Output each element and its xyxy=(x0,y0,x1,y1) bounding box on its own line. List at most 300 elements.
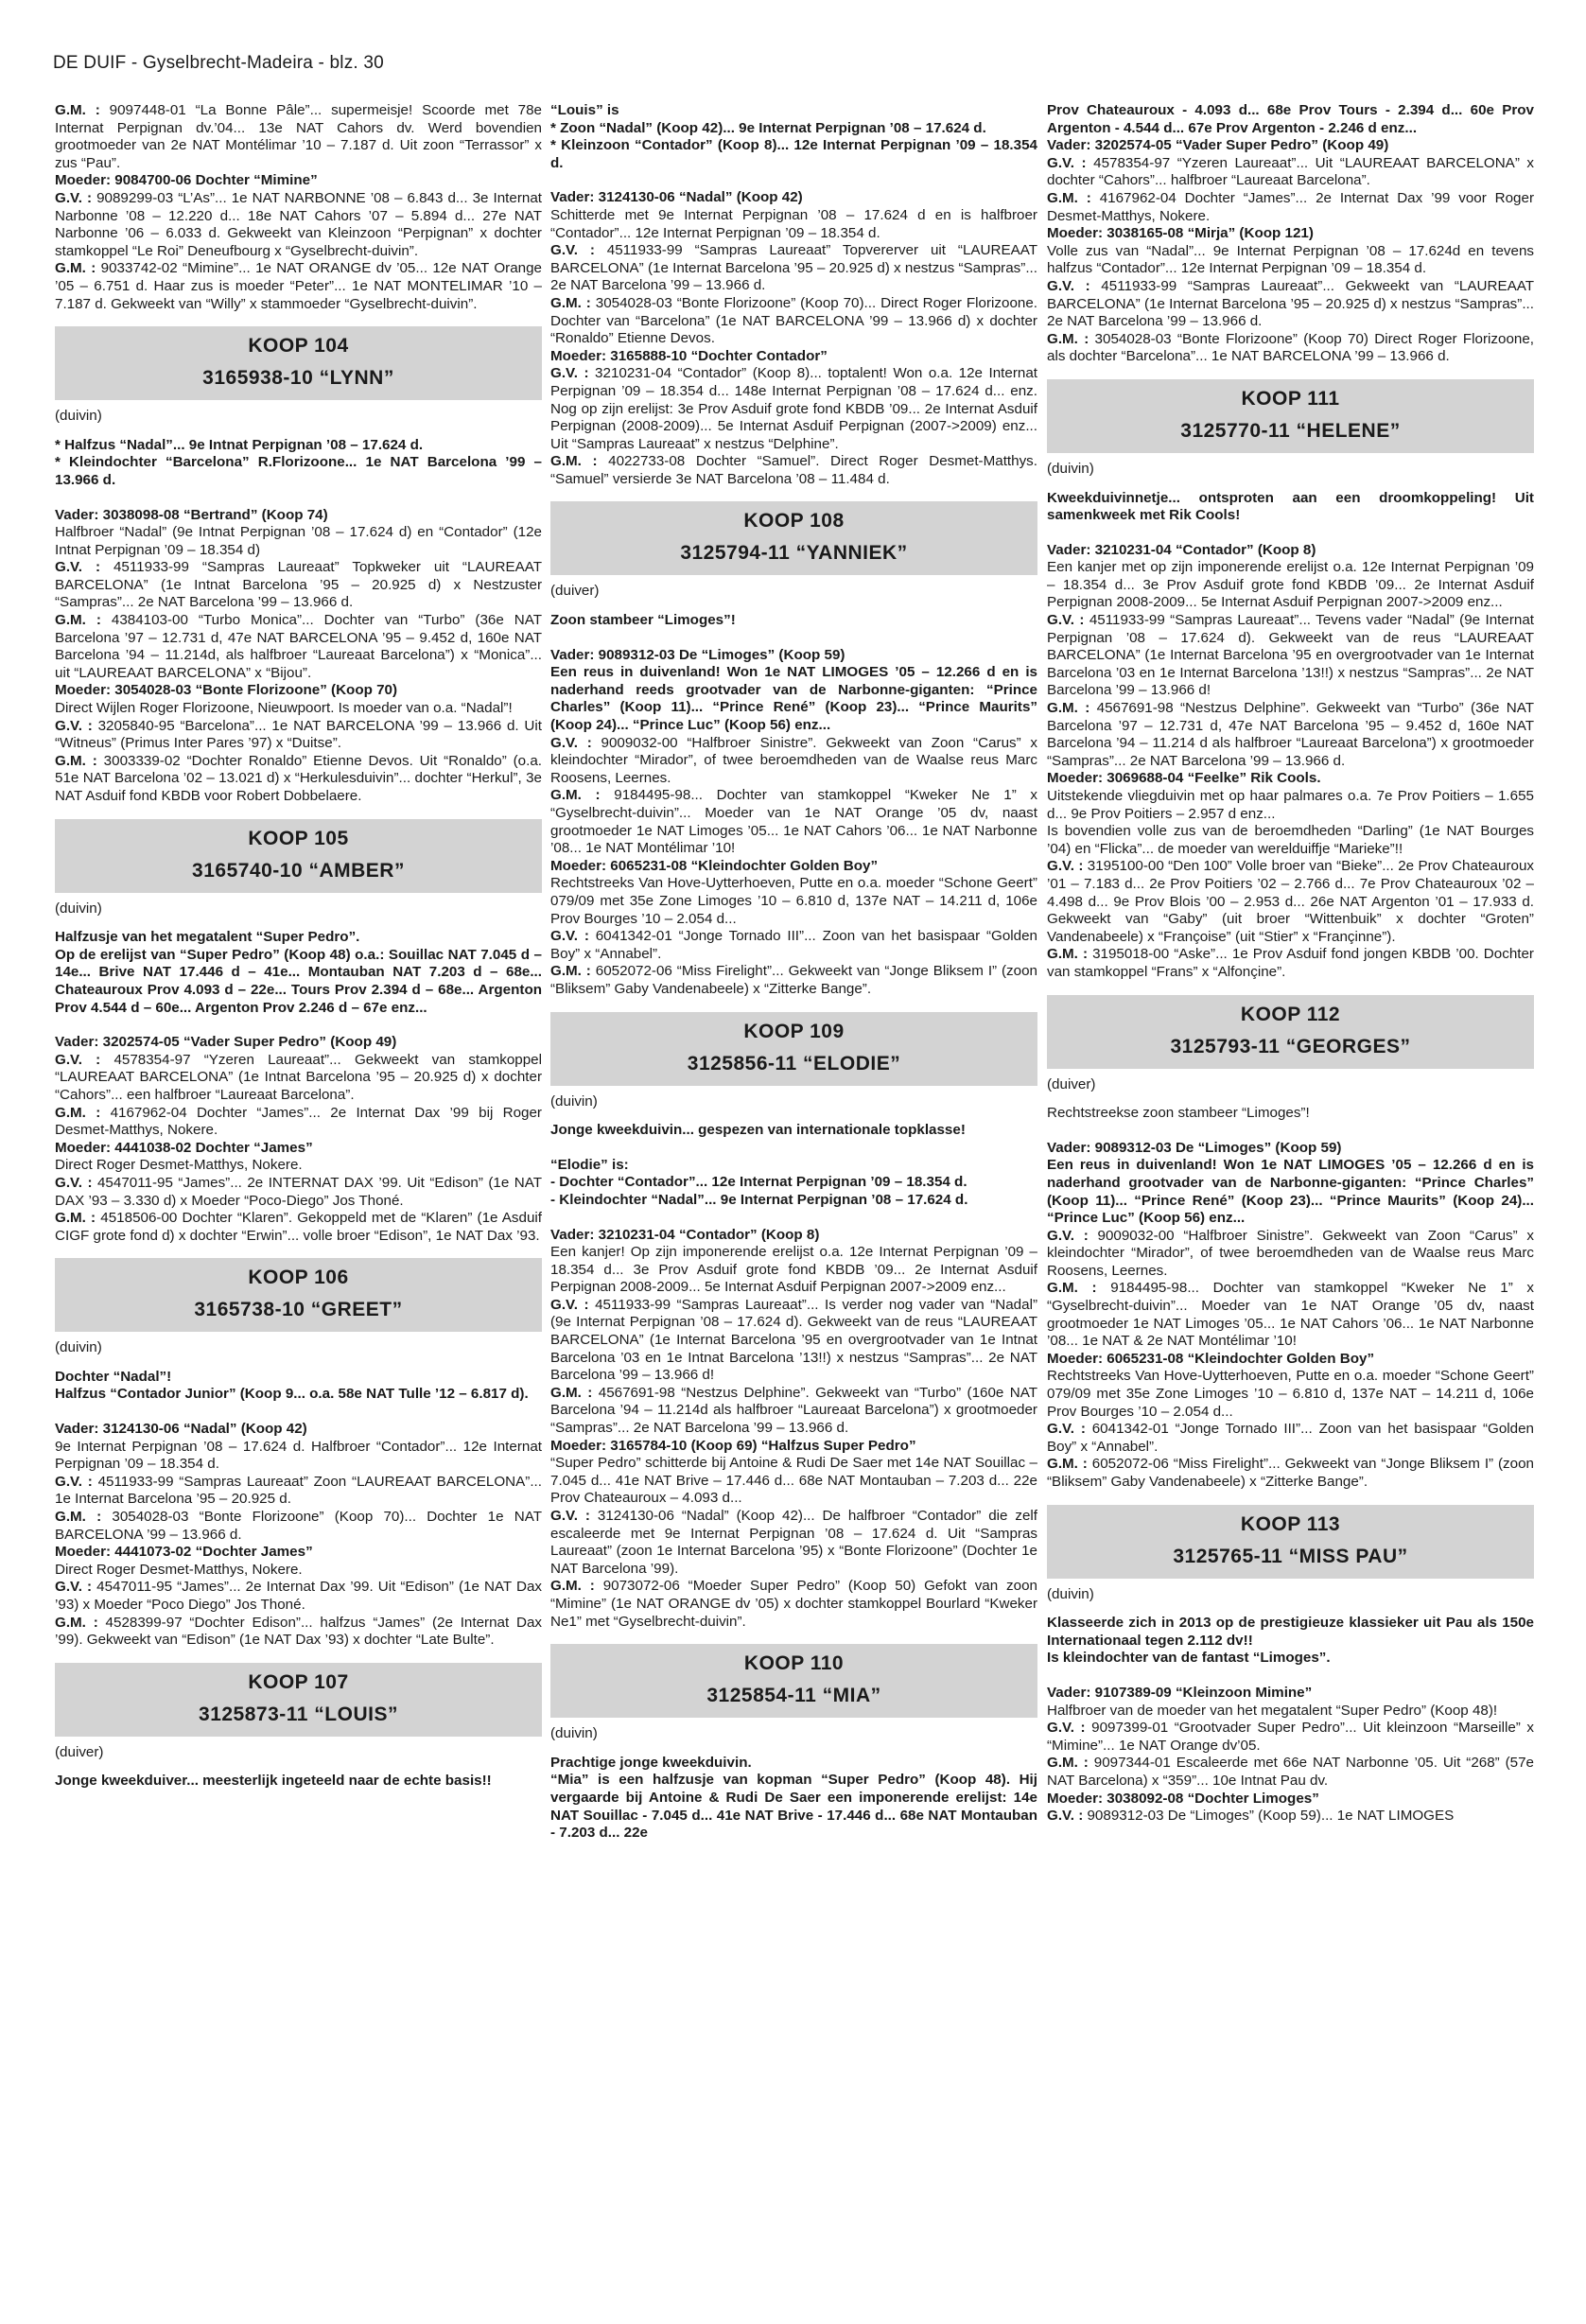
paragraph xyxy=(55,1421,542,1439)
paragraph xyxy=(550,858,1037,876)
bold-text: Moeder: 3038092-08 “Dochter Limoges” xyxy=(1047,1790,1319,1807)
text: 3054028-03 “Bonte Florizoone” (Koop 70)... Dochter 1e NAT BARCELONA ’99 – 13.966 d. xyxy=(55,1509,542,1543)
text: 4567691-98 “Nestzus Delphine”. Gekweekt van “Turbo” (160e NAT Barcelona ’94 – 11.214d als halfbroer “Laureaat Barcelona”) x grootmoeder “Sampras”... 2e NAT Barcelona ’99 – 13.966 d. xyxy=(550,1384,1038,1437)
lot-heading xyxy=(1047,1505,1534,1579)
bold-text: G.V. : xyxy=(1047,154,1087,171)
paragraph xyxy=(1047,243,1534,278)
spacer xyxy=(55,1017,542,1034)
text: 3003339-02 “Dochter Ronaldo” Etienne Devos. Uit “Ronaldo” (o.a. 51e NAT Barcelona ’02 – 13.021 d) x “Herkulesduivin”... dochter “Herkul”, 3e NAT Asduif fond KBDB voor Robert Dobbelaere. xyxy=(55,752,543,804)
bold-text: “Louis” is xyxy=(550,102,619,118)
bold-text: G.M. : xyxy=(55,1509,102,1526)
bold-text: Een reus in duivenland! Won 1e NAT LIMOGES ’05 – 12.266 d en is naderhand reeds grootvader van de Narbonne-giganten: “Prince Charles” (Koop 11)... “Prince René” (Koop 23)... “Prince Maurits” (Koop 24)... “Prince Luc” (Koop 56) enz... xyxy=(550,664,1037,734)
bold-text: Halfzus “Contador Junior” (Koop 9... o.a. 58e NAT Tulle ’12 – 6.817 d). xyxy=(55,1386,529,1403)
text: Rechtstreeks Van Hove-Uytterhoeven, Putte en o.a. moeder “Schone Geert” 079/09 met 35e Zone Limoges ’10 – 6.810 d, 137e NAT – 14.211 d, 106e Prov Bourges ’10 – 2.054 d... xyxy=(550,875,1037,927)
paragraph xyxy=(1047,1791,1534,1809)
bold-text: Vader: 9089312-03 De “Limoges” (Koop 59) xyxy=(1047,1139,1342,1156)
text: 4511933-99 “Sampras Laureaat” Topkweker uit “LAUREAAT BARCELONA” (1e Intnat Barcelona ’95 – 20.925 d) x Nestzuster “Sampras”... 2e NAT Barcelona ’99 – 13.966 d. xyxy=(55,559,543,611)
lot-ring-name: 3165938-10 “LYNN” xyxy=(202,367,394,390)
paragraph xyxy=(55,1140,542,1158)
text: 4511933-99 “Sampras Laureaat” Zoon “LAUREAAT BARCELONA”... 1e Internat Barcelona ’95 – 20.925 d. xyxy=(55,1473,543,1508)
sex-label: (duivin) xyxy=(55,900,102,917)
paragraph xyxy=(550,647,1037,665)
paragraph xyxy=(550,102,1037,120)
lot-ring-name: 3125770-11 “HELENE” xyxy=(1180,419,1401,442)
bold-text: G.V. : xyxy=(55,559,101,576)
bold-text: Vader: 3124130-06 “Nadal” (Koop 42) xyxy=(550,189,803,206)
bold-text: G.M. : xyxy=(55,612,101,629)
bold-text: G.V. : xyxy=(55,1473,93,1490)
column-3 xyxy=(1047,102,1534,1826)
bold-text: Zoon stambeer “Limoges”! xyxy=(550,612,736,629)
bold-text: * Zoon “Nadal” (Koop 42)... 9e Internat Perpignan ’08 – 17.624 d. xyxy=(550,119,986,136)
text: 3210231-04 “Contador” (Koop 8)... toptalent! Won o.a. 12e Internat Perpignan ’09 – 18.354 d... 148e Internat Perpignan ’08 – 17.624 d... enz. Nog op zijn erelijst: 3e Prov Asduif grote fond KBDB ’09... 2e Internat Asduif Perpignan (2008-2009)... 5e Internat Asduif Perpignan (2007->2009) enz... Uit “Sampras Laureaat” x nestzus “Delphine”. xyxy=(550,365,1037,452)
paragraph xyxy=(1047,1456,1534,1491)
paragraph xyxy=(55,753,542,806)
bold-text: Moeder: 3165888-10 “Dochter Contador” xyxy=(550,347,828,364)
text: 9184495-98... Dochter van stamkoppel “Kweker Ne 1” x “Gyselbrecht-duivin”... Moeder van 1e NAT Orange ’05 dv, naast grootmoeder 1e NAT Limoges ’05... 1e NAT Cahors ’06... 1e NAT Narbonne ’08... 1e NAT Montélimar ’10! xyxy=(550,787,1037,857)
bold-text: “Mia” is een halfzusje van kopman “Super Pedro” (Koop 48). Hij vergaarde bij Antoine & Rudi De Saer een imponerende erelijst: 14e NAT Souillac - 7.045 d... 41e NAT Brive - 17.446 d... 68e NAT Montauban - 7.203 d... 22e xyxy=(550,1772,1037,1842)
paragraph xyxy=(550,1227,1037,1245)
paragraph xyxy=(1047,1615,1534,1650)
paragraph xyxy=(550,928,1037,963)
text: 9089312-03 De “Limoges” (Koop 59)... 1e NAT LIMOGES xyxy=(1083,1808,1455,1825)
bold-text: Vader: 9089312-03 De “Limoges” (Koop 59) xyxy=(550,646,845,663)
text: Direct Wijlen Roger Florizoone, Nieuwpoort. Is moeder van o.a. “Nadal”! xyxy=(55,700,513,717)
paragraph xyxy=(550,207,1037,242)
bold-text: G.V. : xyxy=(550,365,589,382)
bold-text: Vader: 9107389-09 “Kleinzoon Mimine” xyxy=(1047,1684,1313,1701)
text: 3195018-00 “Aske”... 1e Prov Asduif fond jongen KBDB ’00. Dochter van stamkoppel “Frans” x “Alfonçine”. xyxy=(1047,946,1534,980)
bold-text: G.V. : xyxy=(55,1174,93,1191)
text: Is bovendien volle zus van de beroemdheden “Darling” (1e NAT Bourges ’04) en “Flicka”... de moeder van werelduiffje “Marieke”!! xyxy=(1047,823,1534,857)
sex-label: (duivin) xyxy=(55,408,102,425)
bold-text: Dochter “Nadal”! xyxy=(55,1368,172,1385)
spacer xyxy=(550,172,1037,189)
paragraph xyxy=(1047,137,1534,155)
paragraph xyxy=(55,1474,542,1509)
bold-text: Moeder: 6065231-08 “Kleindochter Golden Boy” xyxy=(1047,1350,1375,1367)
text: 3124130-06 “Nadal” (Koop 42)... De halfbroer “Contador” die zelf escaleerde met 9e Internat Perpignan ’08 – 17.624 d. Uit “Sampras Laureaat” (zoon 1e Internat Barcelona ’95) x “Bonte Florizoone” (Dochter 1e NAT Barcelona ’99). xyxy=(550,1508,1038,1577)
paragraph xyxy=(55,612,542,682)
bold-text: G.V. : xyxy=(1047,1808,1084,1825)
paragraph xyxy=(550,1755,1037,1773)
sex-label: (duiver) xyxy=(55,1743,104,1760)
bold-text: Jonge kweekduivin... gespezen van internationale topklasse! xyxy=(550,1122,966,1139)
text: 4022733-08 Dochter “Samuel”. Direct Roger Desmet-Matthys. “Samuel” versierde 3e NAT Barcelona ’08 – 11.484 d. xyxy=(550,453,1038,487)
paragraph xyxy=(1047,331,1534,366)
lot-heading xyxy=(1047,995,1534,1069)
spacer xyxy=(550,1140,1037,1157)
text: 4384103-00 “Turbo Monica”... Dochter van “Turbo” (36e NAT Barcelona ’97 – 12.731 d, 47e NAT BARCELONA ’95 – 9.452 d, 160e NAT Barcelona ’94 – 11.214d, als halfbroer “Laureaat Barcelona”) x “Monica”... uit “LAUREAAT BARCELONA” x “Bijou”. xyxy=(55,612,542,681)
paragraph xyxy=(550,242,1037,295)
bold-text: G.V. : xyxy=(55,1051,101,1068)
bold-text: Prachtige jonge kweekduivin. xyxy=(550,1754,752,1771)
text: 6052072-06 “Miss Firelight”... Gekweekt van “Jonge Bliksem I” (zoon “Bliksem” Gaby Vandenabeele) x “Zitterke Bange”. xyxy=(550,963,1037,997)
bold-text: Is kleindochter van de fantast “Limoges”. xyxy=(1047,1650,1331,1667)
text: 9009032-00 “Halfbroer Sinistre”. Gekweekt van Zoon “Carus” x kleindochter “Mirador”, of twee beroemdheden van de Waalse reus Marc Roosens, Leernes. xyxy=(550,734,1037,786)
text: 9097399-01 “Grootvader Super Pedro”... Uit kleinzoon “Marseille” x “Mimine”... 1e NAT Orange dv’05. xyxy=(1047,1720,1535,1754)
text: 4511933-99 “Sampras Laureaat” Topvererver uit “LAUREAAT BARCELONA” (1e Internat Barcelona ’95 – 20.925 d) x nestzus “Sampras”... 2e NAT Barcelona ’99 – 13.966 d. xyxy=(550,242,1038,294)
text: 4578354-97 “Yzeren Laureaat”... Uit “LAUREAAT BARCELONA” x dochter “Cahors”... halfbroer “Laureaat Barcelona”. xyxy=(1047,154,1535,189)
lot-number: KOOP 112 xyxy=(1240,1003,1341,1025)
paragraph xyxy=(1047,278,1534,331)
bold-text: G.V. : xyxy=(550,734,592,751)
paragraph xyxy=(55,524,542,559)
page-header: DE DUIF - Gyselbrecht-Madeira - blz. 30 xyxy=(53,53,384,73)
paragraph xyxy=(55,700,542,718)
column-1 xyxy=(55,102,542,1791)
text: 9089299-03 “L’As”... 1e NAT NARBONNE ’08 – 6.843 d... 3e Internat Narbonne ’08 – 12.220 d... 18e NAT Cahors ’07 – 5.894 d... 27e NAT Narbonne ’06 – 6.033 d. Gekweekt van Kleinzoon “Perpignan” x dochter stamkoppel “Le Roi” Deneufbourg x “Gyselbrecht-duivin”. xyxy=(55,189,543,259)
bold-text: G.V. : xyxy=(550,1508,590,1524)
spacer xyxy=(55,1404,542,1421)
lot-heading xyxy=(550,501,1037,575)
paragraph xyxy=(1047,559,1534,612)
text: 4528399-97 “Dochter Edison”... halfzus “James” (2e Internat Dax ’99). Gekweekt van “Edison” (1e NAT Dax ’93) x dochter “Late Bulte”. xyxy=(55,1614,543,1649)
paragraph xyxy=(1047,1808,1534,1826)
paragraph xyxy=(55,190,542,260)
bold-text: G.M. : xyxy=(55,1614,98,1631)
text: 4578354-97 “Yzeren Laureaat”... Gekweekt van stamkoppel “LAUREAAT BARCELONA” (1e Intnat Barcelona ’95 – 20.925 d) x dochter “Cahors”... een halfbroer “Laureaat Barcelona”. xyxy=(55,1051,543,1103)
bold-text: G.V. : xyxy=(55,717,93,734)
bold-text: “Elodie” is: xyxy=(550,1156,629,1173)
bold-text: G.M. : xyxy=(55,260,96,277)
paragraph xyxy=(550,1244,1037,1297)
bold-text: G.M. : xyxy=(550,963,591,980)
bold-text: Moeder: 4441073-02 “Dochter James” xyxy=(55,1544,313,1561)
sex-label: (duiver) xyxy=(550,583,600,600)
bold-text: Op de erelijst van “Super Pedro” (Koop 48) o.a.: Souillac NAT 7.045 d – 14e... Brive NAT 17.446 d – 41e... Montauban NAT 7.203 d – 68e... Chateauroux Prov 4.093 d – 22e... Tours Prov 2.394 d – 68e... Argenton Prov 4.544 d – 60e... Argenton Prov 2.246 d – 67e enz... xyxy=(55,946,542,1016)
bold-text: Jonge kweekduiver... meesterlijk ingeteeld naar de echte basis!! xyxy=(55,1773,492,1790)
bold-text: Vader: 3202574-05 “Vader Super Pedro” (Koop 49) xyxy=(1047,137,1389,154)
paragraph xyxy=(1047,1421,1534,1456)
spacer xyxy=(550,630,1037,647)
text: Volle zus van “Nadal”... 9e Internat Perpignan ’08 – 17.624d en tevens halfzus “Contador”... 12e Internat Perpignan ’09 – 18.354 d. xyxy=(1047,242,1534,277)
paragraph xyxy=(55,1544,542,1562)
lot-heading xyxy=(55,819,542,893)
text: 9097448-01 “La Bonne Pâle”... supermeisje! Scoorde met 78e Internat Perpignan dv.’04... 13e NAT Cahors dv. Werd bovendien grootmoeder van 2e NAT Montélimar ’10 – 7.187 d. Uit zoon “Terrassor” x zus “Pau”. xyxy=(55,102,542,171)
text: 3054028-03 “Bonte Florizoone” (Koop 70)... Direct Roger Florizoone. Dochter van “Barcelona” (1e NAT BARCELONA ’99 – 13.966 d) x dochter “Ronaldo” Etienne Devos. xyxy=(550,294,1038,347)
paragraph xyxy=(550,348,1037,366)
text: 9e Internat Perpignan ’08 – 17.624 d. Halfbroer “Contador”... 12e Internat Perpignan ’09 – 18.354 d. xyxy=(55,1438,542,1473)
text: Rechtstreekse zoon stambeer “Limoges”! xyxy=(1047,1105,1310,1122)
bold-text: G.V. : xyxy=(550,242,595,259)
paragraph xyxy=(550,1174,1037,1192)
bold-text: G.M. : xyxy=(550,294,591,311)
paragraph xyxy=(1047,1228,1534,1281)
bold-text: * Halfzus “Nadal”... 9e Intnat Perpignan ’08 – 17.624 d. xyxy=(55,436,424,453)
bold-text: G.V. : xyxy=(1047,1227,1089,1244)
text: 4567691-98 “Nestzus Delphine”. Gekweekt van “Turbo” (36e NAT Barcelona ’97 – 12.731 d, 47e NAT Barcelona ’95 – 9.452 d, 160e NAT Barcelona ’94 – 11.214 d als halfbroer “Laureaat Barcelona”) x grootmoeder “Sampras”... 2e NAT Barcelona ’99 – 13.966 d. xyxy=(1047,700,1534,769)
paragraph xyxy=(55,1773,542,1791)
bold-text: G.V. : xyxy=(55,1579,93,1596)
text: 3205840-95 “Barcelona”... 1e NAT BARCELONA ’99 – 13.966 d. Uit “Witneus” (Primus Inter Pares ’97) x “Duitse”. xyxy=(55,717,542,752)
paragraph xyxy=(1047,102,1534,137)
paragraph xyxy=(55,1509,542,1544)
lot-ring-name: 3125793-11 “GEORGES” xyxy=(1170,1035,1411,1057)
text: Direct Roger Desmet-Matthys, Nokere. xyxy=(55,1561,303,1578)
paragraph xyxy=(550,1508,1037,1578)
paragraph xyxy=(1047,1650,1534,1668)
bold-text: G.V. : xyxy=(1047,858,1084,875)
paragraph xyxy=(1047,1720,1534,1755)
bold-text: Moeder: 3165784-10 (Koop 69) “Halfzus Super Pedro” xyxy=(550,1437,916,1454)
paragraph xyxy=(550,1157,1037,1175)
text: Een kanjer met op zijn imponerende erelijst o.a. 12e Internat Perpignan ’09 – 18.354 d... 3e Prov Asduif grote fond KBDB ’09... 2e Internat Asduif Perpignan 2008-2009... 5e Internat Asduif Perpignan 2007->2009 enz... xyxy=(1047,559,1534,611)
sex-label: (duivin) xyxy=(550,1725,598,1742)
text: 4518506-00 Dochter “Klaren”. Gekoppeld met de “Klaren” (1e Asduif CIGF grote fond d) x dochter “Erwin”... volle broer “Edison”, 1e NAT Dax ’93. xyxy=(55,1210,542,1244)
text: 3054028-03 “Bonte Florizoone” (Koop 70) Direct Roger Florizoone, als dochter “Barcelona”... 1e NAT BARCELONA ’99 – 13.966 d. xyxy=(1047,330,1535,365)
bold-text: G.V. : xyxy=(550,928,589,945)
bold-text: G.M. : xyxy=(1047,700,1090,717)
bold-text: G.M. : xyxy=(55,1104,101,1121)
bold-text: G.M. : xyxy=(1047,1280,1097,1297)
lot-heading xyxy=(55,326,542,400)
lot-heading xyxy=(550,1644,1037,1718)
paragraph xyxy=(1047,770,1534,788)
text: 9033742-02 “Mimine”... 1e NAT ORANGE dv ’05... 12e NAT Orange ’05 – 6.751 d. Haar zus is moeder “Peter”... 1e NAT MONTELIMAR ’10 – 7.187 d. Gekweekt van “Willy” x stammoeder “Gyselbrecht-duivin”. xyxy=(55,260,542,312)
paragraph xyxy=(1047,190,1534,225)
text: Uitstekende vliegduivin met op haar palmares o.a. 7e Prov Poitiers – 1.655 d... 9e Prov Poitiers – 2.957 d enz... xyxy=(1047,788,1534,822)
paragraph xyxy=(1047,612,1534,700)
lot-ring-name: 3125856-11 “ELODIE” xyxy=(687,1052,901,1075)
lot-ring-name: 3165740-10 “AMBER” xyxy=(192,859,405,882)
paragraph xyxy=(55,682,542,700)
lot-number: KOOP 110 xyxy=(743,1652,845,1675)
bold-text: G.M. : xyxy=(1047,1456,1088,1473)
paragraph xyxy=(1047,1280,1534,1350)
bold-text: * Kleindochter “Barcelona” R.Florizoone... 1e NAT Barcelona ’99 – 13.966 d. xyxy=(55,454,542,488)
paragraph xyxy=(55,1210,542,1245)
paragraph xyxy=(55,437,542,455)
bold-text: Moeder: 3038165-08 “Mirja” (Koop 121) xyxy=(1047,225,1314,242)
lot-ring-name: 3125854-11 “MIA” xyxy=(706,1685,881,1707)
bold-text: G.V. : xyxy=(55,189,93,206)
text: 9009032-00 “Halfbroer Sinistre”. Gekweekt van Zoon “Carus” x kleindochter “Mirador”, of twee beroemdheden van de Waalse reus Marc Roosens, Leernes. xyxy=(1047,1227,1534,1279)
paragraph xyxy=(550,1385,1037,1438)
paragraph xyxy=(55,507,542,525)
paragraph xyxy=(55,1579,542,1614)
paragraph xyxy=(55,1105,542,1140)
text: 4547011-95 “James”... 2e INTERNAT DAX ’99. Uit “Edison” (1e NAT DAX ’93 – 3.330 d) x Moeder “Poco-Diego” Jos Thoné. xyxy=(55,1174,543,1209)
lot-heading xyxy=(1047,379,1534,453)
sex-label: (duivin) xyxy=(550,1092,598,1110)
lot-heading xyxy=(550,1012,1037,1086)
sex-label: (duiver) xyxy=(1047,1075,1096,1092)
bold-text: Vader: 3202574-05 “Vader Super Pedro” (Koop 49) xyxy=(55,1034,397,1051)
text: Rechtstreeks Van Hove-Uytterhoeven, Putte en o.a. moeder “Schone Geert” 079/09 met 35e Zone Limoges ’10 – 6.810 d, 137e NAT – 14.211 d, 106e Prov Bourges ’10 – 2.054 d... xyxy=(1047,1368,1534,1420)
bold-text: Moeder: 9084700-06 Dochter “Mimine” xyxy=(55,172,318,189)
bold-text: Moeder: 3054028-03 “Bonte Florizoone” (Koop 70) xyxy=(55,682,398,699)
paragraph xyxy=(1047,858,1534,946)
bold-text: G.M. : xyxy=(55,1210,96,1227)
text: 6041342-01 “Jonge Tornado III”... Zoon van het basispaar “Golden Boy” x “Annabel”. xyxy=(550,928,1038,962)
paragraph xyxy=(55,1034,542,1052)
paragraph xyxy=(1047,823,1534,858)
bold-text: Vader: 3038098-08 “Bertrand” (Koop 74) xyxy=(55,506,328,523)
bold-text: Vader: 3210231-04 “Contador” (Koop 8) xyxy=(550,1226,820,1243)
text: 4547011-95 “James”... 2e Internat Dax ’99. Uit “Edison” (1e NAT Dax ’93) x Moeder “Poco Diego” Jos Thoné. xyxy=(55,1579,542,1613)
paragraph xyxy=(1047,1703,1534,1721)
text: 4511933-99 “Sampras Laureaat”... Tevens vader “Nadal” (9e Internat Perpignan ’08 – 17.624 d). Gekweekt van de reus “LAUREAAT BARCELONA” (1e Internat Barcelona ’95 en overgrootvader van 1e Internat Barcelona ’03 en 1e Internat Barcelona ’13!!) x nestzus “Sampras”... 2e NAT Barcelona ’99 – 13.966 d! xyxy=(1047,612,1535,699)
lot-number: KOOP 107 xyxy=(248,1670,349,1693)
paragraph xyxy=(1047,155,1534,190)
text: Schitterde met 9e Internat Perpignan ’08 – 17.624 d en is halfbroer “Contador”... 12e Internat Perpignan ’09 – 18.354 d. xyxy=(550,206,1037,241)
paragraph xyxy=(1047,1157,1534,1227)
paragraph xyxy=(55,947,542,1017)
paragraph xyxy=(550,875,1037,928)
text: 4167962-04 Dochter “James”... 2e Internat Dax ’99 voor Roger Desmet-Matthys, Nokere. xyxy=(1047,189,1534,224)
paragraph xyxy=(1047,1685,1534,1703)
bold-text: G.V. : xyxy=(1047,277,1090,294)
paragraph xyxy=(1047,946,1534,981)
paragraph xyxy=(550,453,1037,488)
text: 4167962-04 Dochter “James”... 2e Internat Dax ’99 bij Roger Desmet-Matthys, Nokere. xyxy=(55,1104,542,1139)
text: 4511933-99 “Sampras Laureaat”... Is verder nog vader van “Nadal” (9e Internat Perpignan ’08 – 17.624 d). Gekweekt van de reus “LAUREAAT BARCELONA” (1e Internat Barcelona ’95 en overgrootvader van 1e Intnat Barcelona ’03 en 1e Intnat Barcelona ’13!!) x nestzus “Sampras”... 2e NAT Barcelona ’99 – 13.966 d! xyxy=(550,1296,1038,1384)
lot-number: KOOP 111 xyxy=(1241,387,1340,410)
text: Halfbroer “Nadal” (9e Intnat Perpignan ’08 – 17.624 d) en “Contador” (12e Intnat Perpignan ’09 – 18.354 d) xyxy=(55,524,542,558)
paragraph xyxy=(550,1122,1037,1140)
paragraph xyxy=(55,718,542,753)
paragraph xyxy=(55,172,542,190)
spacer xyxy=(55,490,542,507)
paragraph xyxy=(550,735,1037,788)
paragraph xyxy=(55,1369,542,1387)
paragraph xyxy=(1047,542,1534,560)
bold-text: G.M. : xyxy=(1047,1755,1089,1772)
paragraph xyxy=(55,1439,542,1474)
text: 6052072-06 “Miss Firelight”... Gekweekt van “Jonge Bliksem I” (zoon “Bliksem” Gaby Vandenabeele) x “Zitterke Bange”. xyxy=(1047,1456,1534,1490)
bold-text: G.M. : xyxy=(55,102,100,118)
bold-text: G.M. : xyxy=(1047,946,1089,963)
bold-text: Halfzusje van het megatalent “Super Pedro”. xyxy=(55,929,360,946)
bold-text: G.M. : xyxy=(550,453,598,470)
paragraph xyxy=(550,1438,1037,1456)
bold-text: G.V. : xyxy=(1047,1720,1086,1737)
paragraph xyxy=(550,120,1037,138)
spacer xyxy=(1047,525,1534,542)
paragraph xyxy=(550,189,1037,207)
bold-text: G.M. : xyxy=(550,1384,593,1401)
paragraph xyxy=(550,1297,1037,1385)
paragraph xyxy=(550,787,1037,857)
paragraph xyxy=(55,929,542,947)
bold-text: Moeder: 6065231-08 “Kleindochter Golden Boy” xyxy=(550,857,879,874)
text: “Super Pedro” schitterde bij Antoine & Rudi De Saer met 14e NAT Souillac – 7.045 d... 41e NAT Brive – 17.446 d... 68e NAT Montauban – 7.203 d... 22e Prov Chateauroux – 4.093 d... xyxy=(550,1455,1037,1507)
paragraph xyxy=(55,1386,542,1404)
lot-number: KOOP 105 xyxy=(248,827,349,849)
paragraph xyxy=(1047,1351,1534,1369)
bold-text: Prov Chateauroux - 4.093 d... 68e Prov Tours - 2.394 d... 60e Prov Argenton - 4.544 d... 67e Prov Argenton - 2.246 d enz... xyxy=(1047,102,1534,136)
lot-ring-name: 3165738-10 “GREET” xyxy=(194,1299,403,1321)
text: 9184495-98... Dochter van stamkoppel “Kweker Ne 1” x “Gyselbrecht-duivin”... Moeder van 1e NAT Orange ’05 dv, naast grootmoeder 1e NAT Limoges ’05... 1e NAT Cahors ’06... 1e NAT Narbonne ’08... 1e NAT & 2e NAT Montélimar ’10! xyxy=(1047,1280,1534,1350)
bold-text: Kweekduivinnetje... ontsproten aan een droomkoppeling! Uit samenkweek met Rik Cools! xyxy=(1047,489,1534,524)
paragraph xyxy=(1047,788,1534,823)
paragraph xyxy=(55,454,542,489)
paragraph xyxy=(1047,1755,1534,1790)
bold-text: G.M. : xyxy=(1047,330,1089,347)
paragraph xyxy=(550,1578,1037,1631)
bold-text: * Kleinzoon “Contador” (Koop 8)... 12e Internat Perpignan ’09 – 18.354 d. xyxy=(550,137,1037,171)
spacer xyxy=(1047,1123,1534,1140)
bold-text: Een reus in duivenland! Won 1e NAT LIMOGES ’05 – 12.266 d en is naderhand grootvader van de Narbonne-giganten: “Prince Charles” (Koop 11)... “Prince René” (Koop 23)... “Prince Maurits” (Koop 24)... “Prince Luc” (Koop 56) enz... xyxy=(1047,1157,1534,1227)
paragraph xyxy=(55,1615,542,1650)
text: Direct Roger Desmet-Matthys, Nokere. xyxy=(55,1157,303,1174)
lot-heading xyxy=(55,1258,542,1332)
paragraph xyxy=(1047,1140,1534,1158)
bold-text: Vader: 3124130-06 “Nadal” (Koop 42) xyxy=(55,1421,307,1438)
bold-text: G.M. : xyxy=(550,787,601,804)
bold-text: G.M. : xyxy=(550,1578,595,1595)
paragraph xyxy=(1047,1368,1534,1421)
paragraph xyxy=(1047,225,1534,243)
lot-number: KOOP 104 xyxy=(248,335,349,358)
paragraph xyxy=(550,1192,1037,1210)
lot-number: KOOP 108 xyxy=(743,510,845,533)
text: Halfbroer van de moeder van het megatalent “Super Pedro” (Koop 48)! xyxy=(1047,1702,1498,1719)
paragraph xyxy=(550,365,1037,453)
paragraph xyxy=(55,559,542,612)
text: 9073072-06 “Moeder Super Pedro” (Koop 50) Gefokt van zoon “Mimine” (1e NAT ORANGE dv ’05) x dochter stamkoppel Bourlard “Kweker Ne1” met “Gyselbrecht-duivin”. xyxy=(550,1578,1037,1630)
column-2 xyxy=(550,102,1037,1843)
paragraph xyxy=(550,664,1037,734)
paragraph xyxy=(1047,1105,1534,1123)
text: 3195100-00 “Den 100” Volle broer van “Bieke”... 2e Prov Chateauroux ’01 – 7.183 d... 2e Prov Poitiers ’02 – 2.766 d... 7e Prov Chateauroux ’02 – 4.498 d... 9e Prov Blois ’00 – 2.953 d... 26e NAT Argenton ’01 – 17.933 d. Gekweekt van “Gaby” (uit broer “Wittenbuik” x dochter “Groten” Vandenabeele) x “Françoise” (uit “Stier” x “Françinne”). xyxy=(1047,858,1534,945)
lot-ring-name: 3125873-11 “LOUIS” xyxy=(199,1703,398,1725)
paragraph xyxy=(55,1562,542,1580)
paragraph xyxy=(550,612,1037,630)
bold-text: Moeder: 3069688-04 “Feelke” Rik Cools. xyxy=(1047,770,1321,787)
sex-label: (duivin) xyxy=(1047,1585,1094,1602)
spacer xyxy=(550,1210,1037,1227)
paragraph xyxy=(55,1175,542,1210)
bold-text: Moeder: 4441038-02 Dochter “James” xyxy=(55,1139,313,1156)
lot-number: KOOP 113 xyxy=(1240,1512,1341,1535)
paragraph xyxy=(550,1772,1037,1842)
bold-text: Klasseerde zich in 2013 op de prestigieuze klassieker uit Pau als 150e Internationaal tegen 2.112 dv!! xyxy=(1047,1615,1534,1649)
lot-ring-name: 3125794-11 “YANNIEK” xyxy=(680,542,908,565)
bold-text: - Kleindochter “Nadal”... 9e Internat Perpignan ’08 – 17.624 d. xyxy=(550,1191,968,1208)
paragraph xyxy=(550,295,1037,348)
bold-text: - Dochter “Contador”... 12e Internat Perpignan ’09 – 18.354 d. xyxy=(550,1174,967,1191)
spacer xyxy=(1047,1668,1534,1685)
bold-text: Vader: 3210231-04 “Contador” (Koop 8) xyxy=(1047,541,1316,558)
sex-label: (duivin) xyxy=(1047,460,1094,477)
lot-number: KOOP 106 xyxy=(248,1267,349,1289)
text: 6041342-01 “Jonge Tornado III”... Zoon van het basispaar “Golden Boy” x “Annabel”. xyxy=(1047,1421,1535,1455)
paragraph xyxy=(55,1052,542,1105)
lot-heading xyxy=(55,1663,542,1737)
bold-text: G.M. : xyxy=(55,752,97,769)
bold-text: G.V. : xyxy=(1047,612,1085,629)
paragraph xyxy=(550,1455,1037,1508)
text: 4511933-99 “Sampras Laureaat”... Gekweekt van “LAUREAAT BARCELONA” (1e Internat Barcelona ’95 – 20.925 d) x nestzus “Sampras”... 2e NAT Barcelona ’99 – 13.966 d. xyxy=(1047,277,1534,330)
paragraph xyxy=(55,1157,542,1175)
paragraph xyxy=(550,137,1037,172)
text: 9097344-01 Escaleerde met 66e NAT Narbonne ’05. Uit “268” (57e NAT Barcelona) x “359”... 10e Intnat Pau dv. xyxy=(1047,1755,1534,1789)
bold-text: G.V. : xyxy=(550,1296,589,1313)
text: Een kanjer! Op zijn imponerende erelijst o.a. 12e Internat Perpignan ’09 – 18.354 d... 3e Prov Asduif grote fond KBDB ’09... 2e Internat Asduif Perpignan 2008-2009... 5e Internat Asduif Perpignan 2007->2009 enz... xyxy=(550,1244,1037,1296)
bold-text: G.V. : xyxy=(1047,1421,1086,1438)
sex-label: (duivin) xyxy=(55,1339,102,1356)
paragraph xyxy=(1047,490,1534,525)
paragraph xyxy=(550,963,1037,998)
lot-number: KOOP 109 xyxy=(743,1020,845,1042)
lot-ring-name: 3125765-11 “MISS PAU” xyxy=(1173,1545,1408,1567)
paragraph xyxy=(1047,700,1534,770)
paragraph xyxy=(55,260,542,313)
bold-text: G.M. : xyxy=(1047,189,1091,206)
paragraph xyxy=(55,102,542,172)
